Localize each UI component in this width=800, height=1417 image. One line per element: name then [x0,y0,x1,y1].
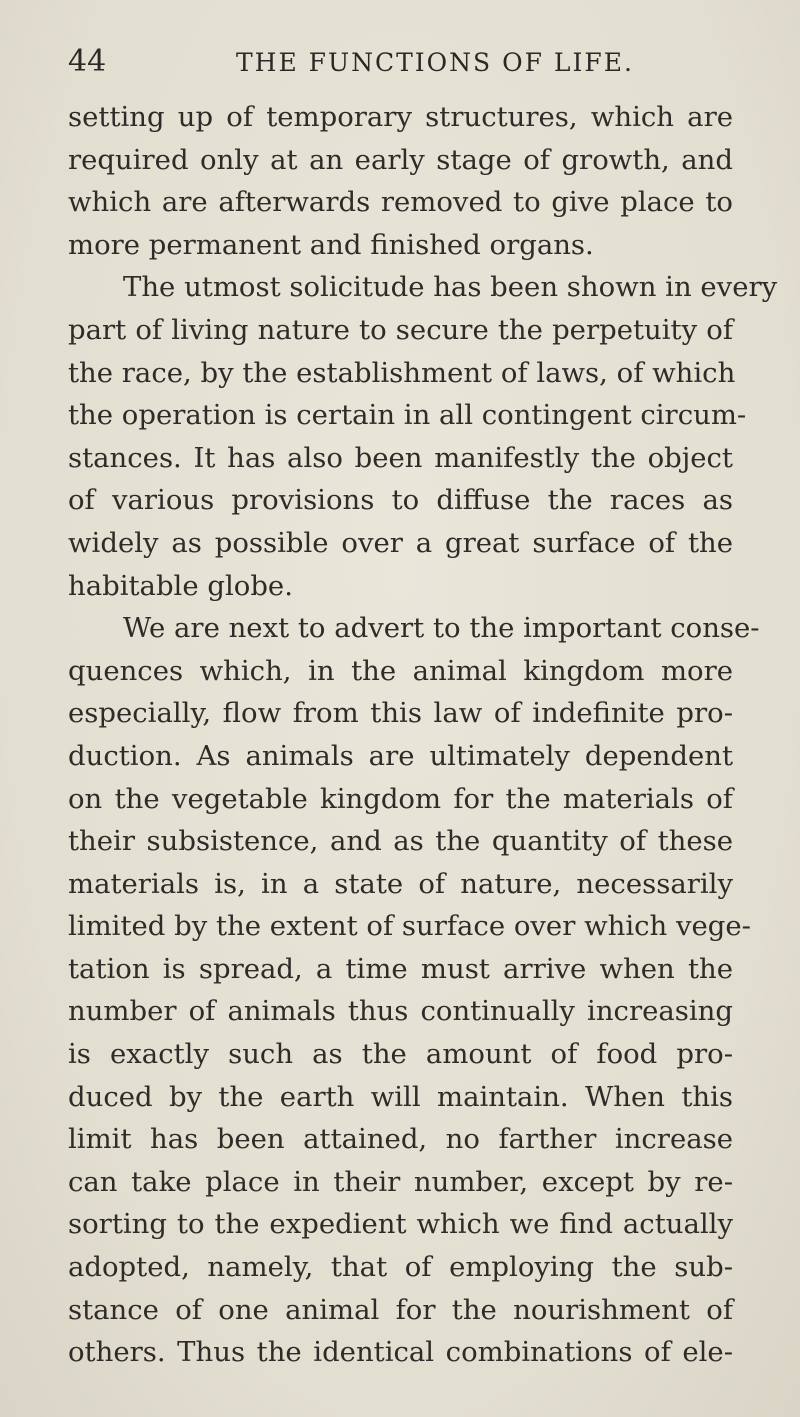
text-line: especially, flow from this law of indefinite pro- [68,697,733,730]
text-line: duction. As animals are ultimately dependent [68,739,733,772]
text-line: duced by the earth will maintain. When this [68,1080,733,1113]
text-line: the operation is certain in all contingent circum- [68,399,747,432]
running-title: THE FUNCTIONS OF LIFE. [236,48,634,77]
text-line: limit has been attained, no farther increase [68,1123,733,1156]
text-line: widely as possible over a great surface of the [68,526,733,559]
text-line: the race, by the establishment of laws, of which [68,356,736,389]
text-line: which are afterwards removed to give place to [68,186,733,219]
text-line: their subsistence, and as the quantity of these [68,825,733,858]
text-line: quences which, in the animal kingdom more [68,654,733,687]
text-line: materials is, in a state of nature, necessarily [68,867,733,900]
text-line: required only at an early stage of growth, and [68,143,733,176]
text-line: can take place in their number, except by re- [68,1165,733,1198]
text-line: stance of one animal for the nourishment of [68,1293,733,1326]
text-line: on the vegetable kingdom for the materials of [68,782,733,815]
text-line: setting up of temporary structures, which are [68,101,733,133]
text-line: adopted, namely, that of employing the sub- [68,1251,733,1284]
text-line: stances. It has also been manifestly the object [68,441,733,474]
text-line: more permanent and finished organs. [68,228,594,261]
text-line: number of animals thus continually increasing [68,995,733,1028]
text-line: of various provisions to diffuse the races as [68,484,733,517]
text-line: We are next to advert to the important conse- [123,612,760,645]
text-line: The utmost solicitude has been shown in every [123,271,778,304]
body-text [68,96,778,1374]
page-header [68,44,728,84]
text-line: tation is spread, a time must arrive when the [68,952,733,985]
text-line: habitable globe. [68,569,293,602]
page-number: 44 [68,44,107,79]
text-line: sorting to the expedient which we find actually [68,1208,733,1241]
text-line: limited by the extent of surface over which vege- [68,910,751,943]
text-line: is exactly such as the amount of food pro- [68,1038,733,1071]
text-line: part of living nature to secure the perpetuity of [68,313,733,346]
text-line: others. Thus the identical combinations of ele- [68,1336,733,1369]
